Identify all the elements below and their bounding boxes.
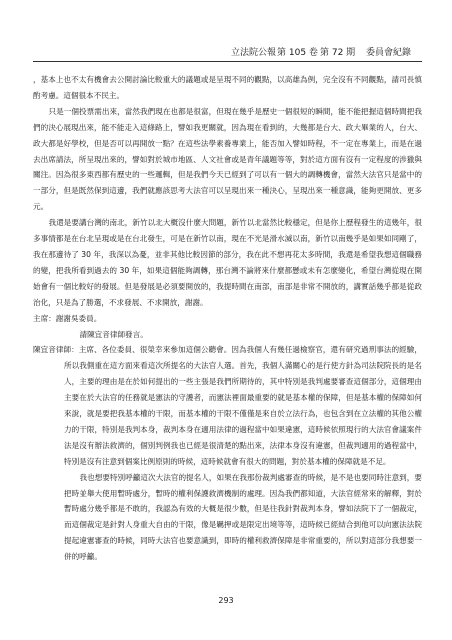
paragraph: 只是一個投票需出來，當然我們現在也都是很富，但現在幾乎是歷史一個很短的瞬間，能不能把握這個時間把我們的決心展現出來，能不能走入這條路上，譬如我更關就，因為現在看到的，大幾都是台大、政大畢業的人，台大、政大都是好學校，但是否可以再開放一點？在這些法學素養專業上，能否加入譬如時程，不一定在專業上，而是在過去出席請法，所呈現出來的，譬如對於城市地區、人文社會或是青年議題等等，對於這方面有沒有一定程度的涉獵與關注。因為很多東西都有歷史的一些邏輯，但是我們今天已經到了可以有一個大的調轉機會，當然大法官只是當中的一部分，但是既然保到這邊，我們就應該思考大法官可以呈現出來一種決心，呈現出來一種意識，能夠更開放、更多元。 xyxy=(33,106,422,212)
speaker-paragraph: 主席：謝謝吳委員。 xyxy=(33,313,102,323)
section-name: 委員會紀錄 xyxy=(366,48,412,58)
header-rule xyxy=(33,61,422,62)
speaker-paragraph: 陳宜音律師：主席、各位委員、很榮幸來參加這個公聽會。因為我個人有幾任過檢察官，還有研究過刑事法的經驗，所以我側重在這方面來看這次所提名的大法官人選。首先，我個人滿關心的是行使方針為司法院院長的是名人，主要的理由是在於如何提出的一些主張是我們所期待的，其中特別是我判處要審查這個部分，這個理由主要在於大法官的任務就是憲法的守護者，而憲法裡面最重要的就是基本權的保障，但是基本權的保障如何來說，就是要把我基本權的干限，而基本權的干限不僅僅是來自於立法行為，也包含到在立法權的其他公權力的干限，特別是我判本身，裁判本身在適用法律的過程當中如果違憲，這時候依照現行的大法官會議案件法是沒有辦法救濟的，個別判例我也已經是很清楚的點出來，法律本身沒有違憲，但裁判適用的過程當中，特別是沒有注意到個案比例原則的時候，這時候就會有很大的問題，對於基本權的保障就是不足。 xyxy=(33,345,423,466)
paragraph: 請陳宜音律師發言。 xyxy=(79,329,148,339)
document-body xyxy=(33,72,422,565)
speaker-label: 主席： xyxy=(33,313,56,323)
paragraph: 我也想要特別呼籲這次大法官的提名人，如果在我那份裁判處審查的時候，是不是也要同時注意到，要把時並舉大使用暫時處分，暫時的權利保護救濟機制的處理。因為我們都知道，大法官經常來的解釋，對於暫時處分幾乎都是不敢的，我認為有效的大概是很少數，但是往我針對裁判本身，譬如法院下了一個裁定，而這個裁定是針對人身重大自由的干限，像是羈押或是限定出境等等，這時候已經結合到他可以向憲法法院提起違憲審查的時候，同時大法官也要意識到，即時的權利救濟保障是非常重要的，所以對這部分我想要一併的呼籲。 xyxy=(64,472,422,562)
volume-number: 第 72 期 xyxy=(320,48,356,58)
paragraph-continued: ，基本上也不太有機會去公開討論比較重大的議題或是呈現不同的觀點，以高雄為例，完全沒有不同觀點，請司長慎酌考慮。這個很本不民主。 xyxy=(33,75,422,100)
issue-number: 第 105 卷 xyxy=(277,48,318,58)
journal-name: 立法院公報 xyxy=(231,48,277,58)
page-number: 293 xyxy=(218,596,234,605)
paragraph: 我還是要講台灣的南北，新竹以北大概沒什麼大問題，新竹以北當然比較穩定，但是你上歷程發生的這幾年，很多事情都是在台北呈現或是在台北發生，可是在新竹以南，現在不光是滑水滅以南，新竹以南幾乎是如果如同剛了，我在那邊待了 30 年，我深以為憂，並非其他比較因節的部分，我在此不想再花太多時間，我還是希望我想這個職務的變，把我所看到過去的 30 年，如果這個能夠調轉，那台灣不論將來什麼都懸或未有怎麼變化，希望台灣從現在開始會有一個比較好的發展。但是發展是必須要開放的，我提時間在南部，南部是非常不開放的，講實話幾乎都是從政治化，只是為了勝選，不求發展、不求開放，謝謝。 xyxy=(33,218,422,307)
speaker-label: 陳宜音律師： xyxy=(33,345,79,355)
